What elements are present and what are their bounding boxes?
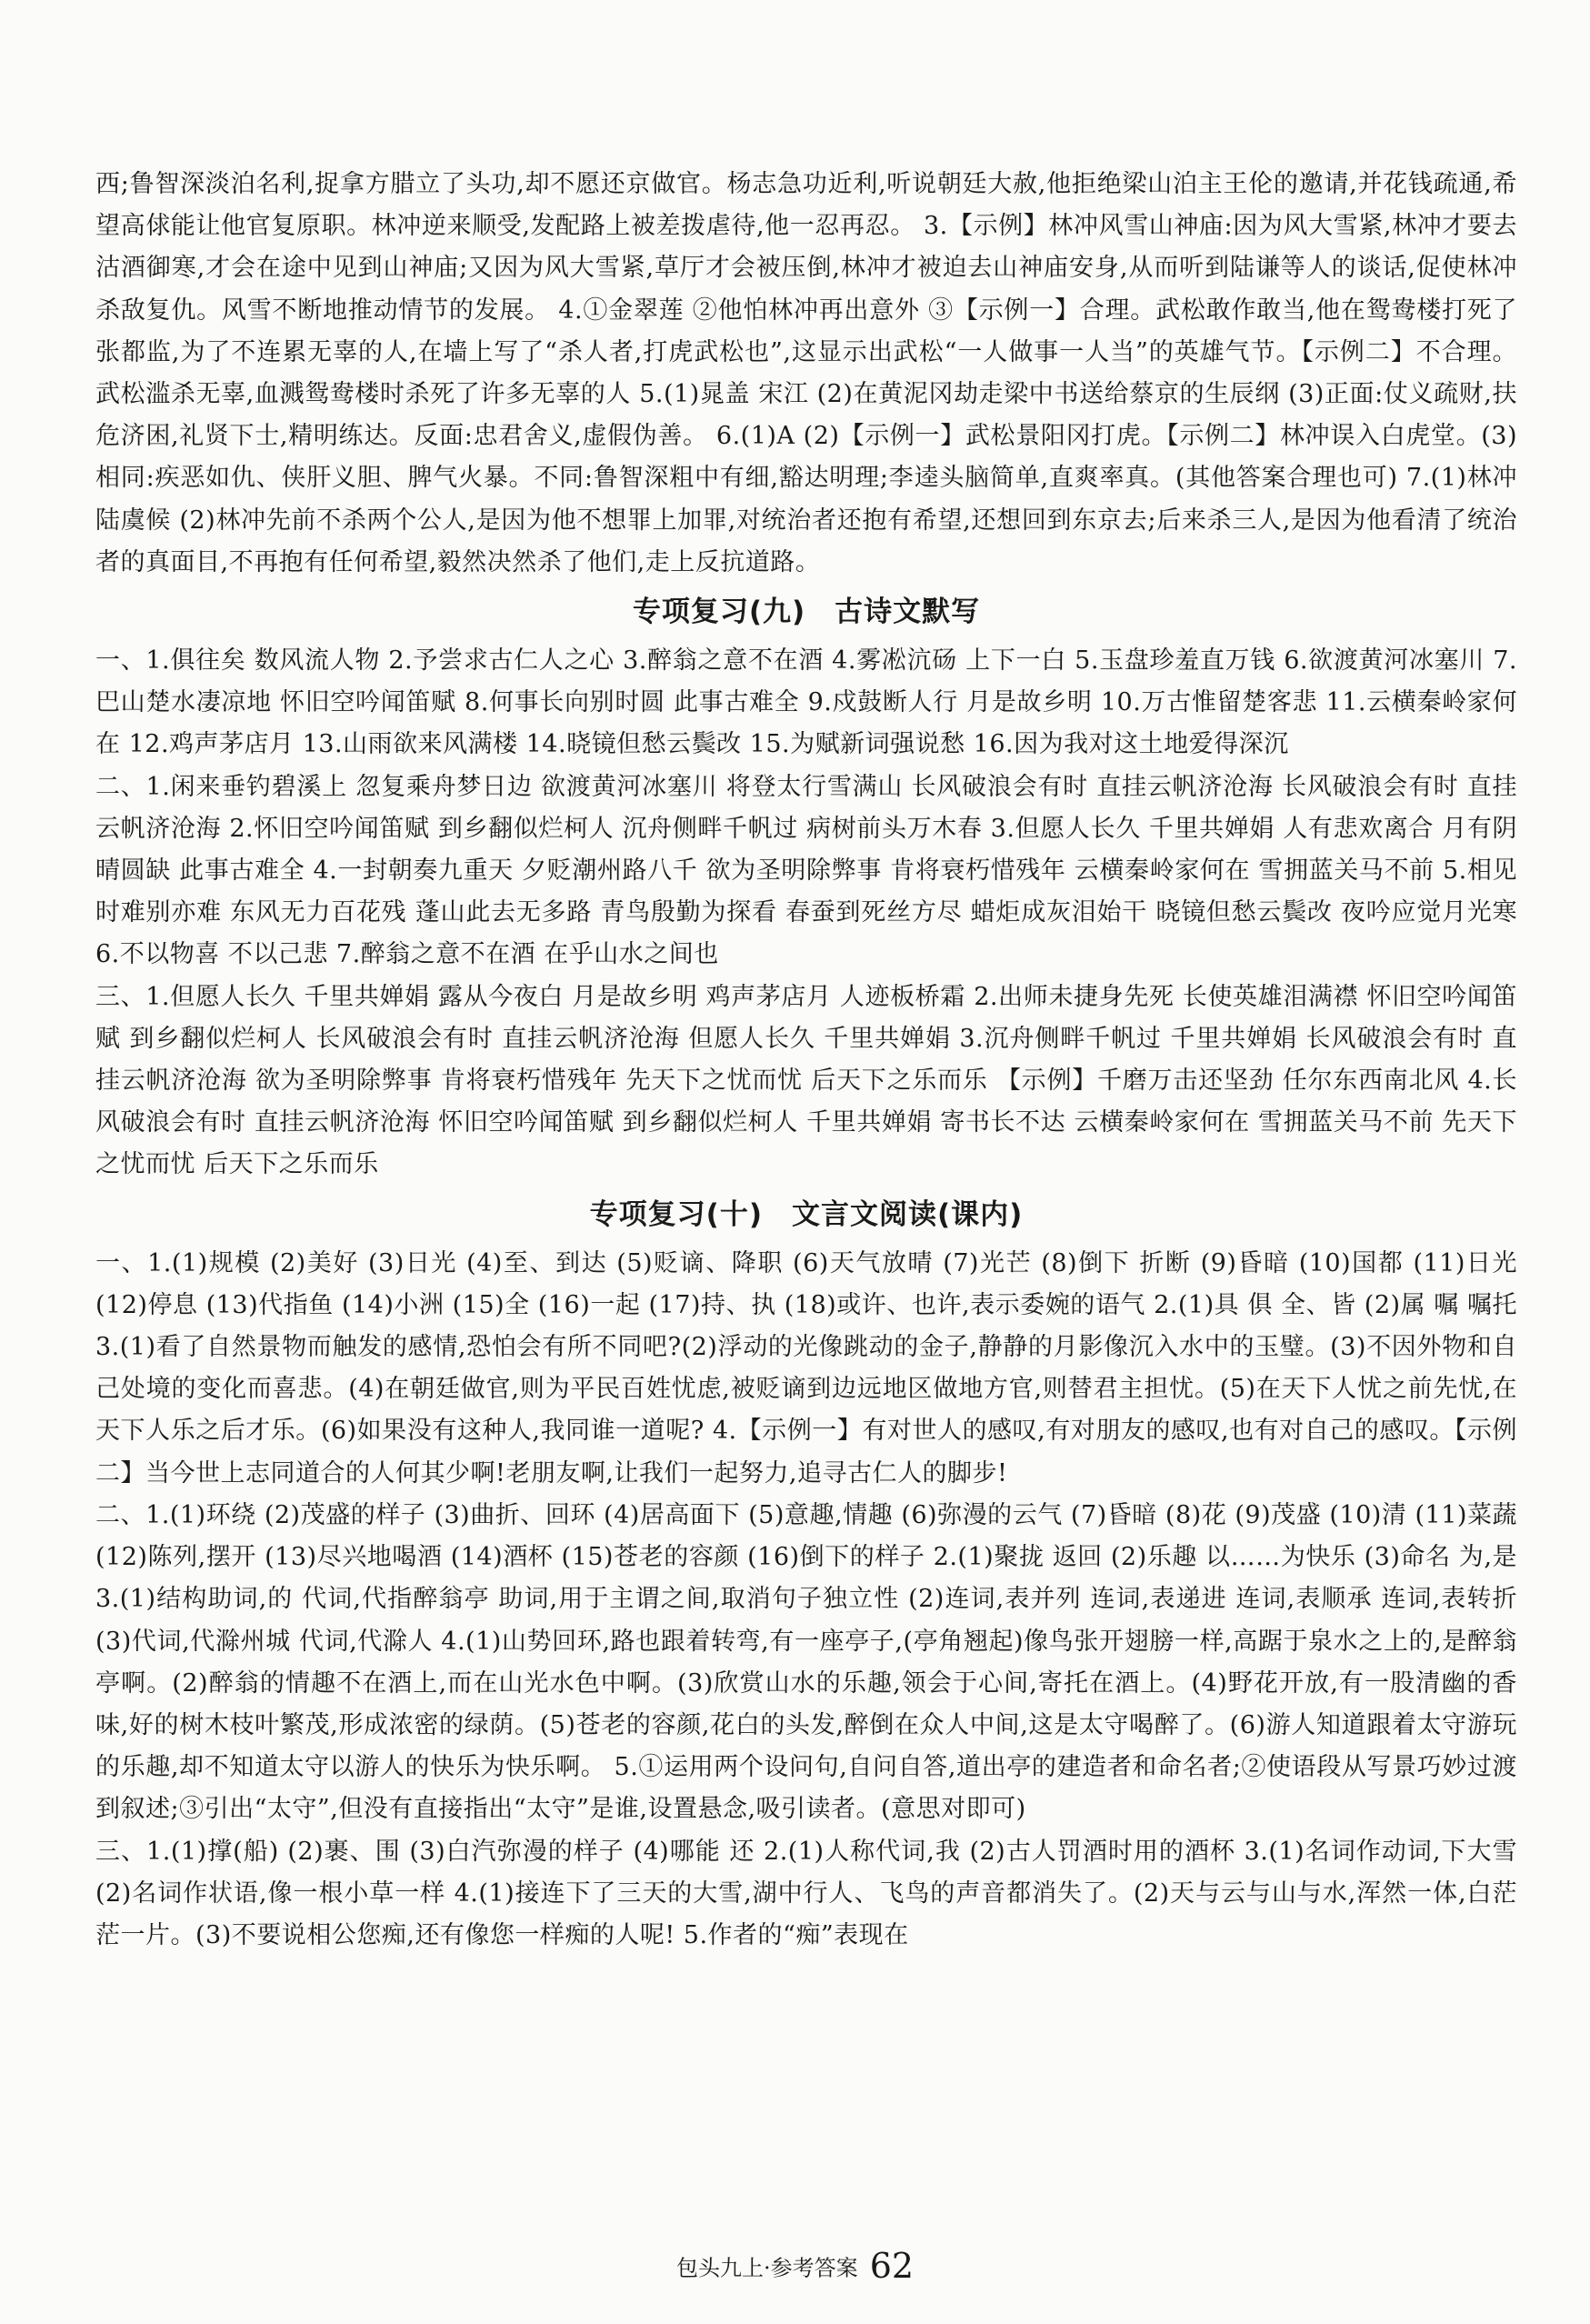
page-number: 62 [869, 2246, 915, 2286]
answer-paragraph: 二、1.(1)环绕 (2)茂盛的样子 (3)曲折、回环 (4)居高面下 (5)意趣,情趣 (6)弥漫的云气 (7)昏暗 (8)花 (9)茂盛 (10)清 (11)菜蔬 (12)陈列,摆开 (13)尽兴地喝酒 (14)酒杯 (15)苍老的容颜 (16)倒下的样子 2.(1)聚拢 返回 (2)乐趣 以……为快乐 (3)命名 为,是 3.(1)结构助词,的 代词,代指醉翁亭 助词,用于主谓之间,取消句子独立性 (2)连词,表并列 连词,表递进 连词,表顺承 连词,表转折 (3)代词,代滁州城 代词,代滁人 4.(1)山势回环,路也跟着转弯,有一座亭子,(亭角翘起)像鸟张开翅膀一样,高踞于泉水之上的,是醉翁亭啊。(2)醉翁的情趣不在酒上,而在山光水色中啊。(3)欣赏山水的乐趣,领会于心间,寄托在酒上。(4)野花开放,有一股清幽的香味,好的树木枝叶繁茂,形成浓密的绿荫。(5)苍老的容颜,花白的头发,醉倒在众人中间,这是太守喝醉了。(6)游人知道跟着太守游玩的乐趣,却不知道太守以游人的快乐为快乐啊。 5.①运用两个设问句,自问自答,道出亭的建造者和命名者;②使语段从写景巧妙过渡到叙述;③引出“太守”,但没有直接指出“太守”是谁,设置悬念,吸引读者。(意思对即可) [95, 1500, 1517, 1824]
answer-content [95, 164, 1517, 1957]
answer-paragraph: 三、1.但愿人长久 千里共婵娟 露从今夜白 月是故乡明 鸡声茅店月 人迹板桥霜 2.出师未捷身先死 长使英雄泪满襟 怀旧空吟闻笛赋 到乡翻似烂柯人 长风破浪会有时 直挂云帆济沧海 但愿人长久 千里共婵娟 3.沉舟侧畔千帆过 千里共婵娟 长风破浪会有时 直挂云帆济沧海 欲为圣明除弊事 肯将衰朽惜残年 先天下之忧而忧 后天下之乐而乐 【示例】千磨万击还坚劲 任尔东西南北风 4.长风破浪会有时 直挂云帆济沧海 怀旧空吟闻笛赋 到乡翻似烂柯人 千里共婵娟 寄书长不达 云横秦岭家何在 雪拥蓝关马不前 先天下之忧而忧 后天下之乐而乐 [95, 982, 1517, 1179]
answer-paragraph: 二、1.闲来垂钓碧溪上 忽复乘舟梦日边 欲渡黄河冰塞川 将登太行雪满山 长风破浪会有时 直挂云帆济沧海 长风破浪会有时 直挂云帆济沧海 2.怀旧空吟闻笛赋 到乡翻似烂柯人 沉舟侧畔千帆过 病树前头万木春 3.但愿人长久 千里共婵娟 人有悲欢离合 月有阴晴圆缺 此事古难全 4.一封朝奏九重天 夕贬潮州路八千 欲为圣明除弊事 肯将衰朽惜残年 云横秦岭家何在 雪拥蓝关马不前 5.相见时难别亦难 东风无力百花残 蓬山此去无多路 青鸟殷勤为探看 春蚕到死丝方尽 蜡炬成灰泪始干 晓镜但愁云鬓改 夜吟应觉月光寒 6.不以物喜 不以己悲 7.醉翁之意不在酒 在乎山水之间也 [95, 772, 1517, 969]
answer-paragraph: 一、1.俱往矣 数风流人物 2.予尝求古仁人之心 3.醉翁之意不在酒 4.雾凇沆砀 上下一白 5.玉盘珍羞直万钱 6.欲渡黄河冰塞川 7.巴山楚水凄凉地 怀旧空吟闻笛赋 8.何事长向别时圆 此事古难全 9.戍鼓断人行 月是故乡明 10.万古惟留楚客悲 11.云横秦岭家何在 12.鸡声茅店月 13.山雨欲来风满楼 14.晓镜但愁云鬓改 15.为赋新词强说愁 16.因为我对这土地爱得深沉 [95, 646, 1517, 759]
footer-label: 包头九上·参考答案 [675, 2255, 858, 2281]
answer-paragraph: 三、1.(1)撑(船) (2)裹、围 (3)白汽弥漫的样子 (4)哪能 还 2.(1)人称代词,我 (2)古人罚酒时用的酒杯 3.(1)名词作动词,下大雪 (2)名词作状语,像一根小草一样 4.(1)接连下了三天的大雪,湖中行人、飞鸟的声音都消失了。(2)天与云与山与水,浑然一体,白茫茫一片。(3)不要说相公您痴,还有像您一样痴的人呢! 5.作者的“痴”表现在 [95, 1837, 1517, 1949]
answer-paragraph: 一、1.(1)规模 (2)美好 (3)日光 (4)至、到达 (5)贬谪、降职 (6)天气放晴 (7)光芒 (8)倒下 折断 (9)昏暗 (10)国都 (11)日光 (12)停息 (13)代指鱼 (14)小洲 (15)全 (16)一起 (17)持、执 (18)或许、也许,表示委婉的语气 2.(1)具 俱 全、皆 (2)属 嘱 嘱托 3.(1)看了自然景物而触发的感情,恐怕会有所不同吧?(2)浮动的光像跳动的金子,静静的月影像沉入水中的玉璧。(3)不因外物和自己处境的变化而喜悲。(4)在朝廷做官,则为平民百姓忧虑,被贬谪到边远地区做地方官,则替君主担忧。(5)在天下人忧之前先忧,在天下人乐之后才乐。(6)如果没有这种人,我同谁一道呢? 4.【示例一】有对世人的感叹,有对朋友的感叹,也有对自己的感叹。【示例二】当今世上志同道合的人何其少啊!老朋友啊,让我们一起努力,追寻古仁人的脚步! [95, 1248, 1517, 1488]
section-title: 专项复习(十) 文言文阅读(课内) [589, 1197, 1024, 1231]
answer-paragraph: 西;鲁智深淡泊名利,捉拿方腊立了头功,却不愿还京做官。杨志急功近利,听说朝廷大赦,他拒绝梁山泊主王伦的邀请,并花钱疏通,希望高俅能让他官复原职。林冲逆来顺受,发配路上被差拨虐待,他一忍再忍。 3.【示例】林冲风雪山神庙:因为风大雪紧,林冲才要去沽酒御寒,才会在途中见到山神庙;又因为风大雪紧,草厅才会被压倒,林冲才被迫去山神庙安身,从而听到陆谦等人的谈话,促使林冲杀敌复仇。风雪不断地推动情节的发展。 4.①金翠莲 ②他怕林冲再出意外 ③【示例一】合理。武松敢作敢当,他在鸳鸯楼打死了张都监,为了不连累无辜的人,在墙上写了“杀人者,打虎武松也”,这显示出武松“一人做事一人当”的英雄气节。【示例二】不合理。武松滥杀无辜,血溅鸳鸯楼时杀死了许多无辜的人 5.(1)晁盖 宋江 (2)在黄泥冈劫走梁中书送给蔡京的生辰纲 (3)正面:仗义疏财,扶危济困,礼贤下士,精明练达。反面:忠君舍义,虚假伪善。 6.(1)A (2)【示例一】武松景阳冈打虎。【示例二】林冲误入白虎堂。(3)相同:疾恶如仇、侠肝义胆、脾气火暴。不同:鲁智深粗中有细,豁达明理;李逵头脑简单,直爽率真。(其他答案合理也可) 7.(1)林冲 陆虞候 (2)林冲先前不杀两个公人,是因为他不想罪上加罪,对统治者还抱有希望,还想回到东京去;后来杀三人,是因为他看清了统治者的真面目,不再抱有任何希望,毅然决然杀了他们,走上反抗道路。 [95, 170, 1517, 576]
page-footer [0, 2246, 1590, 2286]
section-title: 专项复习(九) 古诗文默写 [632, 596, 981, 629]
